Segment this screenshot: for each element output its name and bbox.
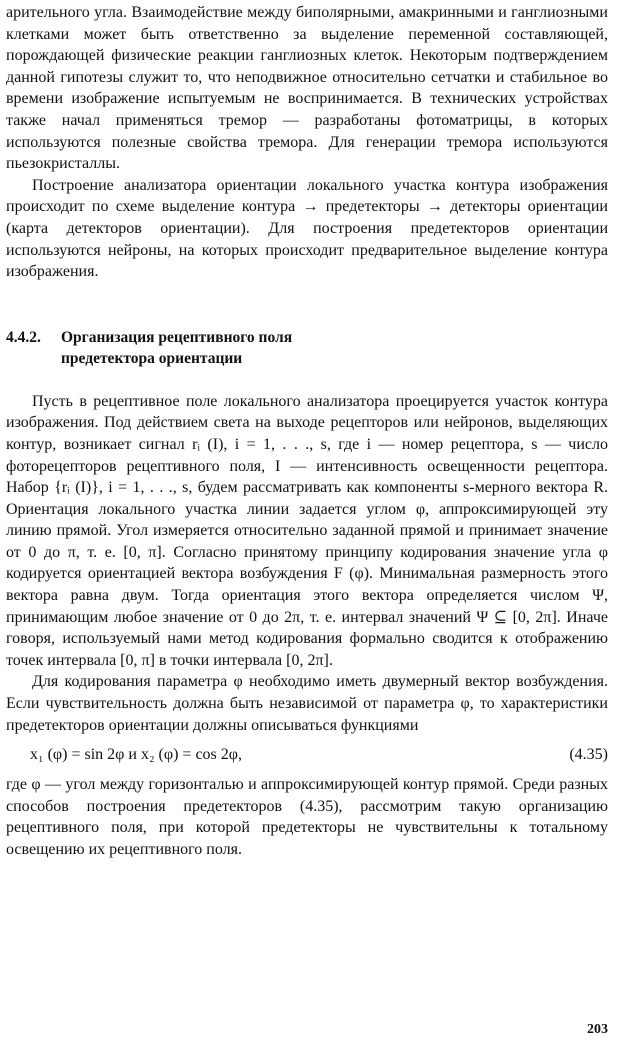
section-number: 4.4.2. bbox=[6, 328, 41, 346]
equation-number: (4.35) bbox=[569, 746, 608, 764]
paragraph-orientation-analyzer: Построение анализатора ориентации локального участка контура изображения происходит по схеме выделение контура → предетекторы → детекторы ориентации (карта детекторов ориентации). Для построения предетекторов ориентации используются нейроны, на которых происходит предварительное выделение контура изображения. bbox=[6, 176, 608, 281]
equation-text: x₁ (φ) = sin 2φ и x₂ (φ) = cos 2φ, bbox=[30, 746, 243, 764]
section-title-line2: предетектора ориентации bbox=[61, 349, 243, 367]
paragraph-receptive-field: Пусть в рецептивное поле локального анализатора проецируется участок контура изображения. Под действием света на выходе рецепторов или нейронов, выделяющих контур, возникает сигнал rᵢ (I), i = 1, . . ., s, где i — номер рецептора, s — число фоторецепторов рецептивного поля, I — интенсивность освещенности рецептора. Набор {rᵢ (I)}, i = 1, . . ., s, будем рассматривать как компоненты s-мерного вектора R. Ориентация локального участка линии задается углом φ, аппроксимирующей эту линию прямой. Угол измеряется относительно заданной прямой и принимает значение от 0 до π, т. е. [0, π]. Согласно принятому принципу кодирования значение угла φ кодируется ориентацией вектора возбуждения F (φ). Минимальная размерность этого вектора равна двум. Тогда ориентация этого вектора определяется числом Ψ, принимающим любое значение от 0 до 2π, т. е. интервал значений Ψ ⊆ [0, 2π]. Иначе говоря, используемый нами метод кодирования формально сводится к отображению точек интервала [0, π] в точки интервала [0, 2π]. bbox=[6, 392, 608, 669]
page-number: 203 bbox=[587, 1022, 608, 1037]
paragraph-tremor: арительного угла. Взаимодействие между биполярными, амакринными и ганглиозными клетками может быть ответственно за выделение переменной составляющей, порождающей физические реакции ганглиозных клеток. Некоторым подтверждением данной гипотезы служит то, что неподвижное относительно сетчатки и стабильное во времени изображение испытуемым не воспринимается. В технических устройствах также начал применяться тремор — разработаны фотоматрицы, в которых используются полезные свойства тремора. Для генерации тремора используются пьезокристаллы. bbox=[6, 4, 608, 173]
section-title-line1: Организация рецептивного поля bbox=[61, 328, 293, 346]
paragraph-coding: Для кодирования параметра φ необходимо иметь двумерный вектор возбуждения. Если чувствительность должна быть независимой от параметра φ, то характеристики предетекторов ориентации должны описываться функциями bbox=[6, 673, 608, 734]
equation-4-35 bbox=[6, 744, 608, 766]
section-heading bbox=[6, 327, 608, 369]
paragraph-angle-definition: где φ — угол между горизонталью и аппроксимирующей контур прямой. Среди разных способов построения предетекторов (4.35), рассмотрим такую организацию рецептивного поля, при которой предетекторы не чувствительны к тотальному освещению их рецептивного поля. bbox=[6, 776, 608, 858]
